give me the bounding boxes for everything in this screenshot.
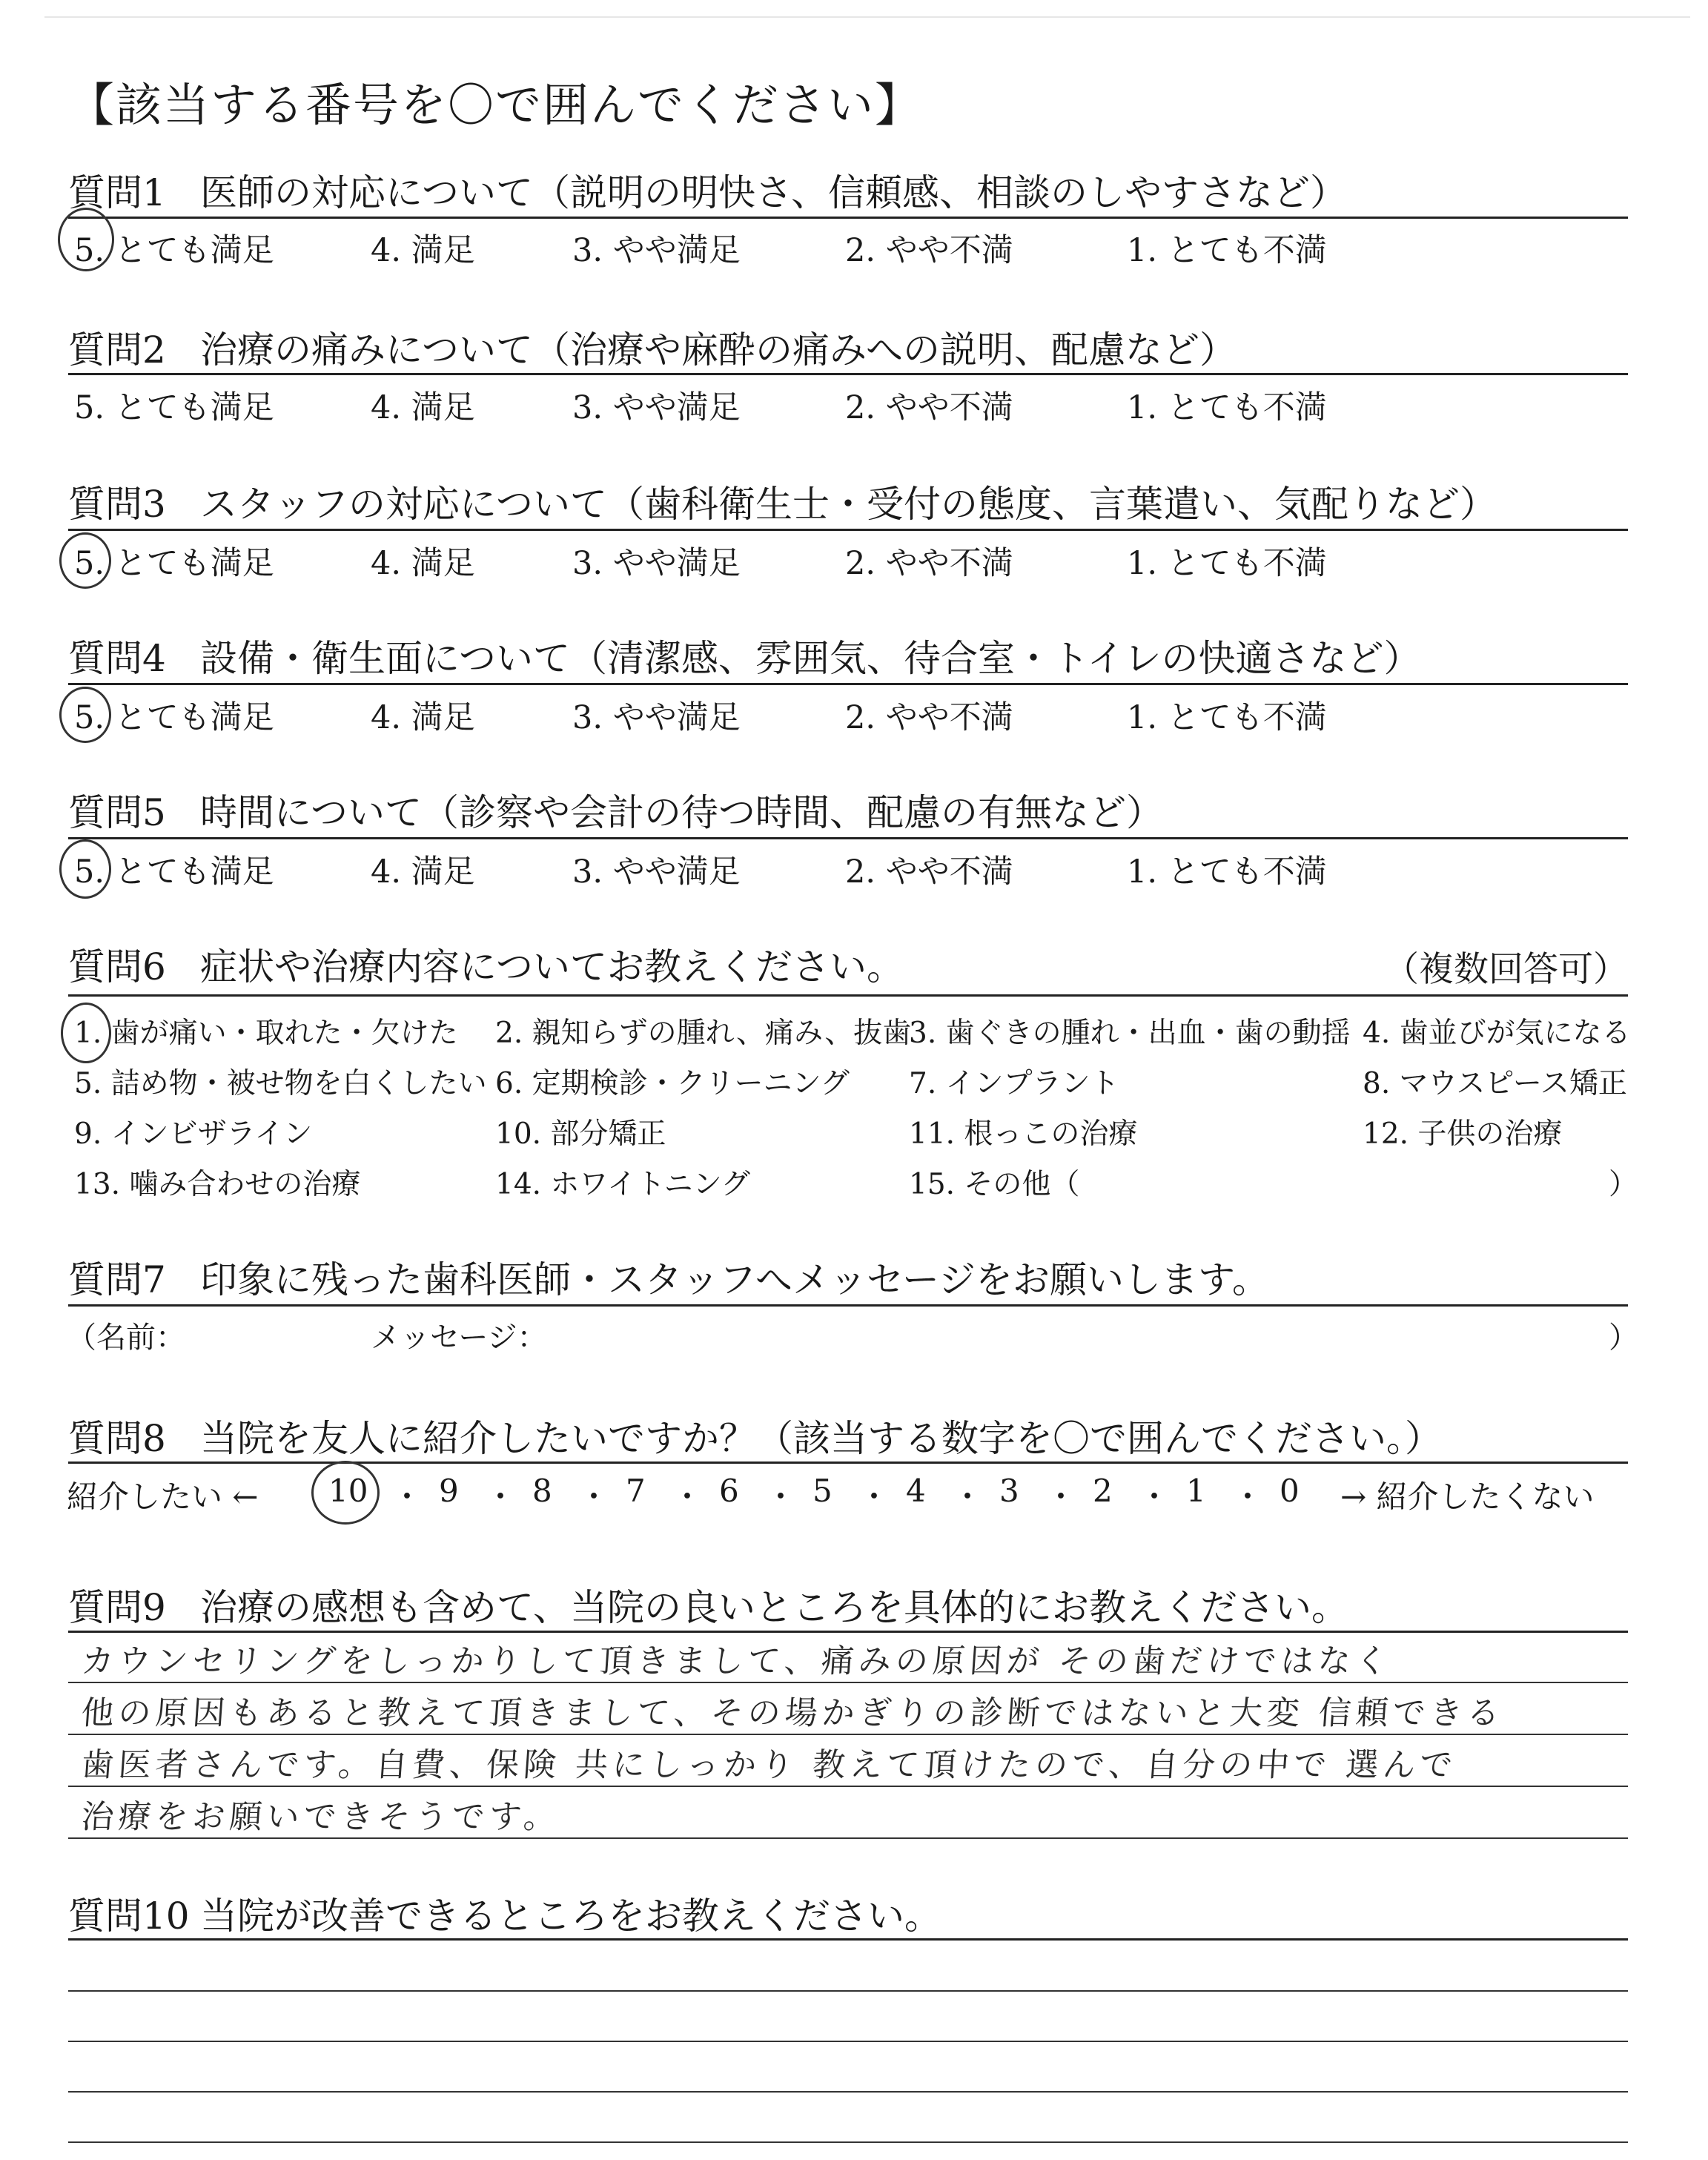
question-text: 印象に残った歯科医師・スタッフへメッセージをお願いします。 [200, 1258, 1269, 1301]
question-3-title [68, 475, 1497, 528]
q6-option-14[interactable]: 14. ホワイトニング [495, 1168, 750, 1201]
q6-option-15[interactable]: 15. その他（ [909, 1168, 1080, 1201]
q4-option-2[interactable]: 2. やや不満 [845, 699, 1013, 736]
q4-option-5[interactable]: 5. とても満足 [74, 699, 274, 736]
q2-option-3[interactable]: 3. やや満足 [572, 389, 741, 426]
q3-option-1[interactable]: 1. とても不満 [1127, 545, 1327, 582]
question-text: 当院を友人に紹介したいですか？（該当する数字を〇で囲んでください。） [200, 1417, 1442, 1460]
answer-line[interactable] [68, 2041, 1628, 2042]
q6-option-15-close: ） [1609, 1168, 1638, 1201]
question-rule [68, 1304, 1628, 1307]
answer-line [68, 1734, 1628, 1735]
q4-option-1[interactable]: 1. とても不満 [1127, 699, 1327, 736]
scale-dot: ・ [952, 1479, 984, 1515]
question-number: 質問7 [68, 1258, 166, 1301]
scale-0[interactable]: 0 [1280, 1473, 1300, 1509]
answer-line[interactable] [68, 2141, 1628, 2143]
answer-line[interactable] [68, 2091, 1628, 2093]
answer-line [68, 1682, 1628, 1683]
question-number: 質問6 [68, 945, 166, 988]
scale-dot: ・ [578, 1479, 610, 1515]
scale-dot: ・ [1045, 1479, 1077, 1515]
q5-option-4[interactable]: 4. 満足 [371, 853, 475, 891]
question-5-title [68, 783, 1163, 836]
q2-option-1[interactable]: 1. とても不満 [1127, 389, 1327, 426]
scale-5[interactable]: 5 [812, 1473, 833, 1509]
question-rule [68, 529, 1628, 531]
q3-option-4[interactable]: 4. 満足 [371, 545, 475, 582]
scale-1[interactable]: 1 [1186, 1473, 1206, 1509]
question-text: 治療の感想も含めて、当院の良いところを具体的にお教えください。 [200, 1586, 1348, 1629]
question-2-title [68, 320, 1237, 374]
q1-option-2[interactable]: 2. やや不満 [845, 232, 1013, 269]
q1-option-4[interactable]: 4. 満足 [371, 232, 475, 269]
scale-dot: ・ [391, 1479, 423, 1515]
question-6-title [68, 937, 904, 991]
scale-dot: ・ [1232, 1479, 1264, 1515]
answer-line [68, 1786, 1628, 1787]
recommend-right-label: → 紹介したくない [1340, 1479, 1595, 1515]
q1-option-1[interactable]: 1. とても不満 [1127, 232, 1327, 269]
q6-option-3[interactable]: 3. 歯ぐきの腫れ・出血・歯の動揺 [909, 1017, 1351, 1050]
q6-option-8[interactable]: 8. マウスピース矯正 [1363, 1067, 1627, 1100]
question-text: 医師の対応について（説明の明快さ、信頼感、相談のしやすさなど） [200, 171, 1347, 214]
q6-option-13[interactable]: 13. 噛み合わせの治療 [74, 1168, 361, 1201]
question-number: 質問1 [68, 171, 166, 214]
question-1-title [68, 163, 1347, 217]
q6-option-5[interactable]: 5. 詰め物・被せ物を白くしたい [74, 1067, 487, 1100]
question-rule [68, 683, 1628, 685]
q3-option-3[interactable]: 3. やや満足 [572, 545, 741, 582]
q1-option-3[interactable]: 3. やや満足 [572, 232, 741, 269]
scale-7[interactable]: 7 [626, 1473, 646, 1509]
q6-option-11[interactable]: 11. 根っこの治療 [909, 1117, 1138, 1151]
question-number: 質問4 [68, 637, 166, 680]
question-number: 質問9 [68, 1586, 166, 1629]
q1-option-5[interactable]: 5. とても満足 [74, 232, 274, 269]
scale-9[interactable]: 9 [439, 1473, 459, 1509]
scale-dot: ・ [1139, 1479, 1171, 1515]
scale-dot: ・ [485, 1479, 517, 1515]
question-text: 時間について（診察や会計の待つ時間、配慮の有無など） [200, 791, 1163, 834]
handwritten-answer-line: カウンセリングをしっかりして頂きまして、痛みの原因が その歯だけではなく [79, 1642, 1394, 1680]
question-number: 質問8 [68, 1417, 166, 1460]
question-rule [68, 994, 1628, 997]
question-10-title [68, 1886, 941, 1940]
question-text: 症状や治療内容についてお教えください。 [200, 945, 904, 988]
scale-dot: ・ [672, 1479, 704, 1515]
q2-option-2[interactable]: 2. やや不満 [845, 389, 1013, 426]
q6-option-1[interactable]: 1. 歯が痛い・取れた・欠けた [74, 1017, 458, 1050]
answer-line [68, 1837, 1628, 1839]
question-number: 質問3 [68, 483, 166, 526]
scale-3[interactable]: 3 [999, 1473, 1019, 1509]
question-text: スタッフの対応について（歯科衛生士・受付の態度、言葉遣い、気配りなど） [200, 483, 1497, 526]
selection-circle [311, 1461, 380, 1525]
q4-option-4[interactable]: 4. 満足 [371, 699, 475, 736]
q5-option-1[interactable]: 1. とても不満 [1127, 853, 1327, 891]
message-close: ） [1609, 1321, 1638, 1355]
question-number: 質問5 [68, 791, 166, 834]
question-8-title [68, 1409, 1442, 1462]
q6-option-2[interactable]: 2. 親知らずの腫れ、痛み、抜歯 [495, 1017, 912, 1050]
question-text: 当院が改善できるところをお教えください。 [200, 1895, 941, 1938]
question-rule [68, 1631, 1628, 1633]
q6-option-7[interactable]: 7. インプラント [909, 1067, 1119, 1100]
q3-option-5[interactable]: 5. とても満足 [74, 545, 274, 582]
selection-circle [59, 532, 111, 589]
handwritten-answer-line: 治療をお願いできそうです。 [79, 1798, 562, 1836]
question-rule [68, 373, 1628, 375]
selection-circle [59, 687, 111, 743]
q6-option-4[interactable]: 4. 歯並びが気になる [1363, 1017, 1631, 1050]
question-rule [68, 217, 1628, 219]
scale-2[interactable]: 2 [1093, 1473, 1113, 1509]
handwritten-answer-line: 歯医者さんです。自費、保険 共にしっかり 教えて頂けたので、自分の中で 選んで [79, 1746, 1459, 1784]
recommend-left-label: 紹介したい ← [67, 1479, 259, 1515]
handwritten-answer-line: 他の原因もあると教えて頂きまして、その場かぎりの診断ではないと大変 信頼できる [79, 1694, 1506, 1732]
question-text: 治療の痛みについて（治療や麻酔の痛みへの説明、配慮など） [200, 328, 1237, 371]
q6-option-9[interactable]: 9. インビザライン [74, 1117, 313, 1151]
selection-circle [58, 208, 114, 271]
answer-line[interactable] [68, 1990, 1628, 1992]
q6-option-10[interactable]: 10. 部分矯正 [495, 1117, 666, 1151]
q5-option-2[interactable]: 2. やや不満 [845, 853, 1013, 891]
question-number: 質問2 [68, 328, 166, 371]
question-rule [68, 1462, 1628, 1464]
scale-dot: ・ [765, 1479, 797, 1515]
q3-option-2[interactable]: 2. やや不満 [845, 545, 1013, 582]
question-rule [68, 1938, 1628, 1941]
page-title: 【該当する番号を〇で囲んでください】 [68, 78, 923, 132]
question-text: 設備・衛生面について（清潔感、雰囲気、待合室・トイレの快適さなど） [200, 637, 1421, 680]
q2-option-4[interactable]: 4. 満足 [371, 389, 475, 426]
q6-option-12[interactable]: 12. 子供の治療 [1363, 1117, 1563, 1151]
question-7-title [68, 1250, 1269, 1304]
scale-dot: ・ [858, 1479, 890, 1515]
question-4-title [68, 629, 1421, 682]
q2-option-5[interactable]: 5. とても満足 [74, 389, 274, 426]
multiple-answer-note: （複数回答可） [1384, 949, 1628, 990]
q5-option-5[interactable]: 5. とても満足 [74, 853, 274, 891]
q5-option-3[interactable]: 3. やや満足 [572, 853, 741, 891]
message-label: メッセージ： [371, 1321, 547, 1355]
question-rule [68, 837, 1628, 839]
scale-8[interactable]: 8 [532, 1473, 552, 1509]
selection-circle [59, 839, 111, 899]
scale-4[interactable]: 4 [906, 1473, 926, 1509]
name-label: （名前： [67, 1321, 185, 1355]
scale-6[interactable]: 6 [719, 1473, 739, 1509]
question-9-title [68, 1578, 1348, 1631]
scale-10[interactable]: 10 [328, 1473, 368, 1509]
selection-circle [61, 1003, 111, 1063]
top-edge-line [44, 16, 1690, 18]
question-number: 質問10 [68, 1895, 190, 1938]
q6-option-6[interactable]: 6. 定期検診・クリーニング [495, 1067, 850, 1100]
q4-option-3[interactable]: 3. やや満足 [572, 699, 741, 736]
